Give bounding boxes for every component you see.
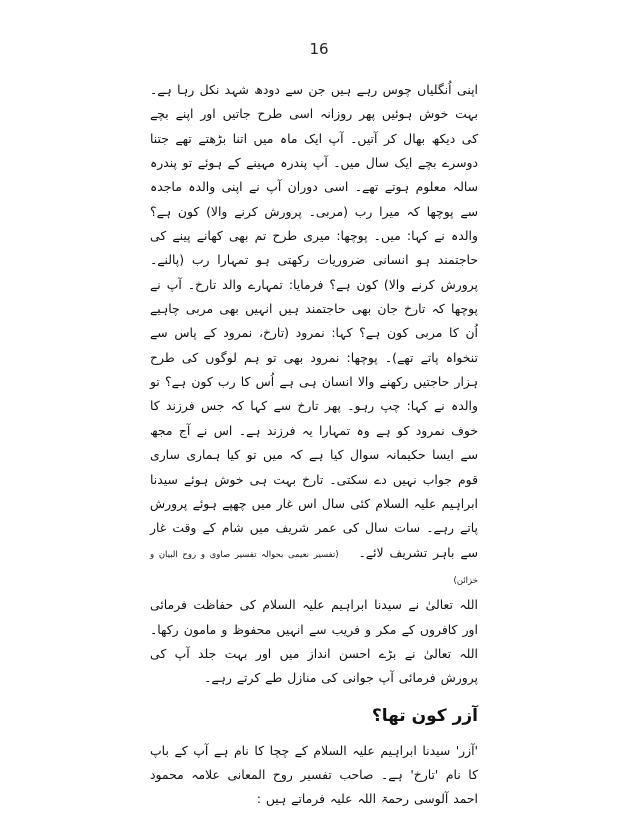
- paragraph-1-line: طرح ہزار حاجتیں رکھنے والا انسان ہی ہے اُس کا رب کون ہے؟ تو والدہ نے: [150, 349, 478, 414]
- paragraph-3: [150, 739, 478, 812]
- paragraph-1-line: فرزند ہے۔ اس نے آج مجھ سے ایسا حکیمانہ سوال کیا ہے کہ میں تو کیا ہماری ساری: [150, 422, 478, 463]
- paragraph-1-line: اپنی اُنگلیاں چوس رہے ہیں جن سے دودھ شہد نکل رہا ہے۔ بہت خوش ہوئیں پھر: [150, 82, 478, 122]
- citation: (تفسیر نعیمی بحوالہ تفسیر صاوی و روح البیان و خزائن): [150, 549, 478, 586]
- paragraph-1-line: سالہ معلوم ہوتے تھے۔ اسی دوران آپ نے اپنی والدہ ماجدہ سے پوچھا کہ میرا رب: [150, 179, 478, 219]
- page-number: 16: [309, 40, 329, 58]
- paragraph-2: [150, 593, 478, 690]
- paragraph-1-line: کے وقت غار سے باہر تشریف لائے۔: [150, 520, 478, 560]
- section-heading: آزر کون تھا؟: [371, 705, 478, 726]
- paragraph-1-line: جان بھی حاجتمند ہیں انہیں بھی مربی چاہیے اُن کا مربی کون ہے؟ کہا: نمرود: [150, 301, 478, 341]
- paragraph-1-line: پرورش کرنے والا) کون ہے؟ فرمایا: تمہارے والد تارخ۔ آپ نے پوچھا کہ تارخ: [150, 276, 478, 317]
- paragraph-1-line: کہا: چپ رہو۔ پھر تارخ سے کہا کہ جس فرزند کا خوف نمرود کو ہے وہ تمہارا یہ: [150, 398, 478, 438]
- paragraph-2-line: اللہ تعالیٰ نے سیدنا ابراہیم علیہ السلام کی حفاظت فرمائی اور کافروں کے: [150, 597, 478, 637]
- paragraph-2-line: مکر و فریب سے انہیں محفوظ و مامون رکھا۔ اللہ تعالیٰ نے بڑے احسن انداز میں اور: [150, 621, 478, 661]
- paragraph-1-line: (مربی۔ پرورش کرنے والا) کون ہے؟ والدہ نے کہا: میں۔ پوچھا: میری طرح: [150, 203, 478, 244]
- paragraph-3-line: صاحب تفسیر روح المعانی علامہ محمود احمد آلوسی رحمۃ اللہ علیہ فرماتے ہیں :: [150, 766, 478, 807]
- paragraph-1-line: روزانہ اسی طرح جاتیں اور اپنے بچے کی دیکھ بھال کر آتیں۔ آپ ایک ماہ میں اتنا: [150, 106, 478, 146]
- paragraph-1-line: قوم جواب نہیں دے سکتی۔ تارخ بہت ہی خوش ہوئے سیدنا ابراہیم علیہ السلام کئی سال: [150, 471, 478, 511]
- paragraph-3-line: 'آزر' سیدنا ابراہیم علیہ السلام کے چچا کا نام ہے آپ کے باپ کا نام 'تارخ' ہے۔: [150, 742, 478, 782]
- paragraph-1: [150, 78, 478, 593]
- paragraph-2-line: بہت جلد آپ کی پرورش فرمائی آپ جوانی کی منازل طے کرتے رہے۔: [150, 645, 478, 686]
- body-text: [150, 78, 478, 812]
- paragraph-1-line: تم بھی کھانے پینے کی حاجتمند ہو انسانی ضروریات رکھتی ہو تمہارا رب (پالنے۔: [150, 228, 478, 268]
- paragraph-1-line: بڑھتے تھے جتنا دوسرے بچے ایک سال میں۔ آپ پندرہ مہینے کے ہوئے تو پندرہ: [150, 130, 478, 171]
- paragraph-1-line: (تارخ، نمرود کے پاس سے تنخواہ پاتے تھے)۔ پوچھا: نمرود بھی تو ہم لوگوں کی: [150, 325, 478, 365]
- paragraph-1-line: اس غار میں چھپے ہوئے پرورش پاتے رہے۔ سات سال کی عمر شریف میں شام: [150, 495, 478, 536]
